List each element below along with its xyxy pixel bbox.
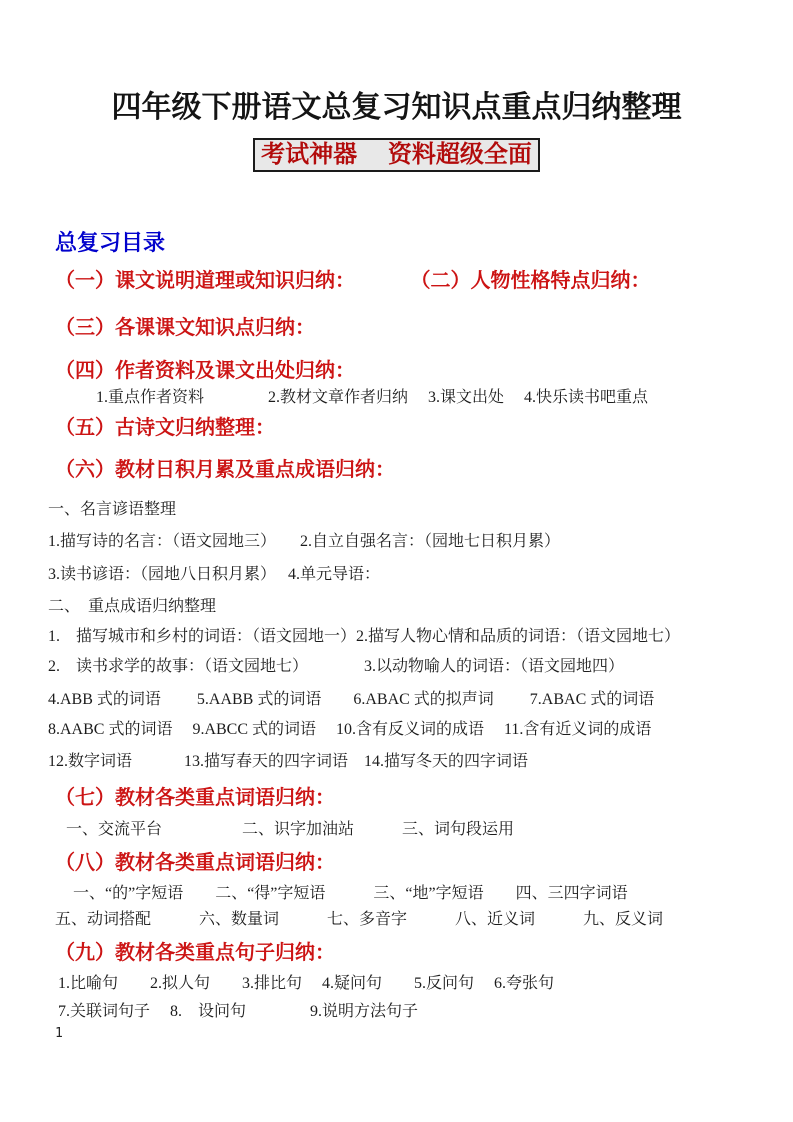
section-heading-3: （三）各课课文知识点归纳： bbox=[55, 317, 315, 339]
idioms-items-8-11: 8.AABC 式的词语 9.ABCC 式的词语 10.含有反义词的成语 11.含有近义词的成语 bbox=[48, 721, 652, 738]
section-heading-5: （五）古诗文归纳整理： bbox=[55, 417, 275, 439]
section-4-items: 1.重点作者资料 2.教材文章作者归纳 3.课文出处 4.快乐读书吧重点 bbox=[96, 389, 649, 406]
section-heading-9: （九）教材各类重点句子归纳： bbox=[55, 942, 335, 964]
section-8-items-row1: 一、“的”字短语 二、“得”字短语 三、“地”字短语 四、三四字词语 bbox=[73, 885, 628, 902]
section-heading-6: （六）教材日积月累及重点成语归纳： bbox=[55, 459, 395, 481]
document-title: 四年级下册语文总复习知识点重点归纳整理 bbox=[111, 91, 682, 124]
badge-row bbox=[0, 138, 793, 172]
toc-heading: 总复习目录 bbox=[55, 230, 166, 255]
exam-badge: 考试神器 资料超级全面 bbox=[253, 138, 540, 172]
section-9-items-row2: 7.关联词句子 8. 设问句 9.说明方法句子 bbox=[58, 1003, 419, 1020]
section-heading-8: （八）教材各类重点词语归纳： bbox=[55, 852, 335, 874]
subsection-idioms: 二、 重点成语归纳整理 bbox=[48, 598, 217, 615]
section-7-items: 一、交流平台 二、识字加油站 三、词句段运用 bbox=[66, 821, 515, 838]
idioms-items-4-7: 4.ABB 式的词语 5.AABB 式的词语 6.ABAC 式的拟声词 7.ABAC 式的词语 bbox=[48, 691, 655, 708]
toc-content bbox=[48, 268, 763, 1024]
section-heading-1-2: （一）课文说明道理或知识归纳： （二）人物性格特点归纳： bbox=[55, 270, 651, 292]
idioms-items-1-2: 1. 描写城市和乡村的词语：（语文园地一）2.描写人物心情和品质的词语：（语文园地七） bbox=[48, 628, 681, 645]
section-9-items-row1: 1.比喻句 2.拟人句 3.排比句 4.疑问句 5.反问句 6.夸张句 bbox=[58, 975, 555, 992]
proverbs-items-3-4: 3.读书谚语：（园地八日积月累） 4.单元导语： bbox=[48, 566, 381, 583]
subsection-proverbs: 一、名言谚语整理 bbox=[48, 501, 177, 518]
proverbs-items-1-2: 1.描写诗的名言：（语文园地三） 2.自立自强名言：（园地七日积月累） bbox=[48, 533, 561, 550]
section-heading-7: （七）教材各类重点词语归纳： bbox=[55, 787, 335, 809]
section-heading-4: （四）作者资料及课文出处归纳： bbox=[55, 360, 355, 382]
page-number: 1 bbox=[55, 1026, 63, 1041]
idioms-items-12-14: 12.数字词语 13.描写春天的四字词语 14.描写冬天的四字词语 bbox=[48, 753, 529, 770]
idioms-items-2-3: 2. 读书求学的故事：（语文园地七） 3.以动物喻人的词语：（语文园地四） bbox=[48, 658, 625, 675]
section-8-items-row2: 五、动词搭配 六、数量词 七、多音字 八、近义词 九、反义词 bbox=[55, 911, 664, 928]
